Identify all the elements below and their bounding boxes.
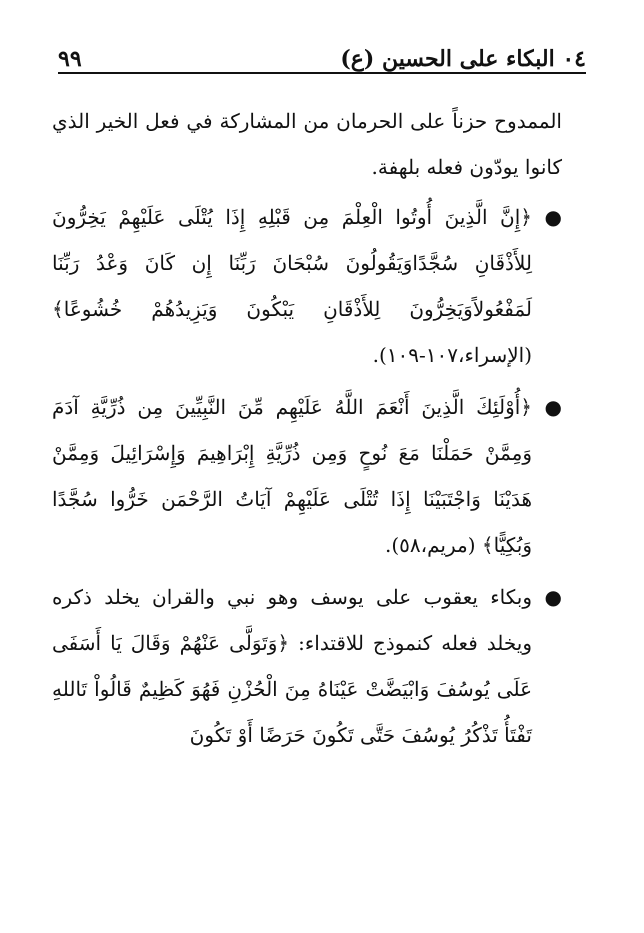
list-item-yaqub-weeping <box>52 574 562 758</box>
verse-reference: (مريم،٥٨). <box>384 533 482 557</box>
running-header <box>58 28 586 72</box>
page-number: ٩٩ <box>58 46 82 72</box>
bullet-icon: ● <box>544 205 562 229</box>
list-item-isra-verse <box>52 194 562 378</box>
list-item-maryam-verse <box>52 384 562 568</box>
chapter-title: ٠٤ البكاء على الحسين (ع) <box>340 46 586 72</box>
bullet-icon: ● <box>544 395 562 419</box>
quran-verse: ﴿وَتَوَلَّى عَنْهُمْ وَقَالَ يَا أَسَفَى عَلَى يُوسُفَ وَابْيَضَّتْ عَيْنَاهُ مِنَ الْحُزْنِ فَهُوَ كَظِيمٌ قَالُواْ تَاللهِ تَفْتَأُ تَذْكُرُ يُوسُفَ حَتَّى تَكُونَ حَرَضًا أَوْ تَكُونَ <box>52 631 532 747</box>
quran-verse: ﴿إِنَّ الَّذِينَ أُوتُوا الْعِلْمَ مِن قَبْلِهِ إِذَا يُتْلَى عَلَيْهِمْ يَخِرُّونَ لِلأَذْقَانِ سُجَّدًاوَيَقُولُونَ سُبْحَانَ رَبِّنَا إِن كَانَ وَعْدُ رَبِّنَا لَمَفْعُولاًوَيَخِرُّونَ لِلأَذْقَانِ يَبْكُونَ وَيَزِيدُهُمْ خُشُوعًا﴾ <box>52 205 532 321</box>
page-body <box>52 98 562 764</box>
quran-verse: ﴿أُوْلَئِكَ الَّذِينَ أَنْعَمَ اللَّهُ عَلَيْهِم مِّنَ النَّبِيِّينَ مِن ذُرِّيَّةِ آدَمَ وَمِمَّنْ حَمَلْنَا مَعَ نُوحٍ وَمِن ذُرِّيَّةِ إِبْرَاهِيمَ وَإِسْرَائِيلَ وَمِمَّنْ هَدَيْنَا وَاجْتَبَيْنَا إِذَا تُتْلَى عَلَيْهِمْ آيَاتُ الرَّحْمَن خَرُّوا سُجَّدًا وَبُكِيًّا﴾ <box>52 395 533 557</box>
verse-reference: (الإسراء،١٠٧-١٠٩). <box>372 343 532 367</box>
bullet-icon: ● <box>544 585 562 609</box>
header-divider <box>58 72 586 74</box>
item-text: وبكاء يعقوب على يوسف وهو نبي والقران يخلد ذكره ويخلد فعله كنموذج للاقتداء: <box>52 585 532 655</box>
intro-paragraph: الممدوح حزناً على الحرمان من المشاركة في فعل الخير الذي كانوا يودّون فعله بلهفة. <box>52 109 562 179</box>
